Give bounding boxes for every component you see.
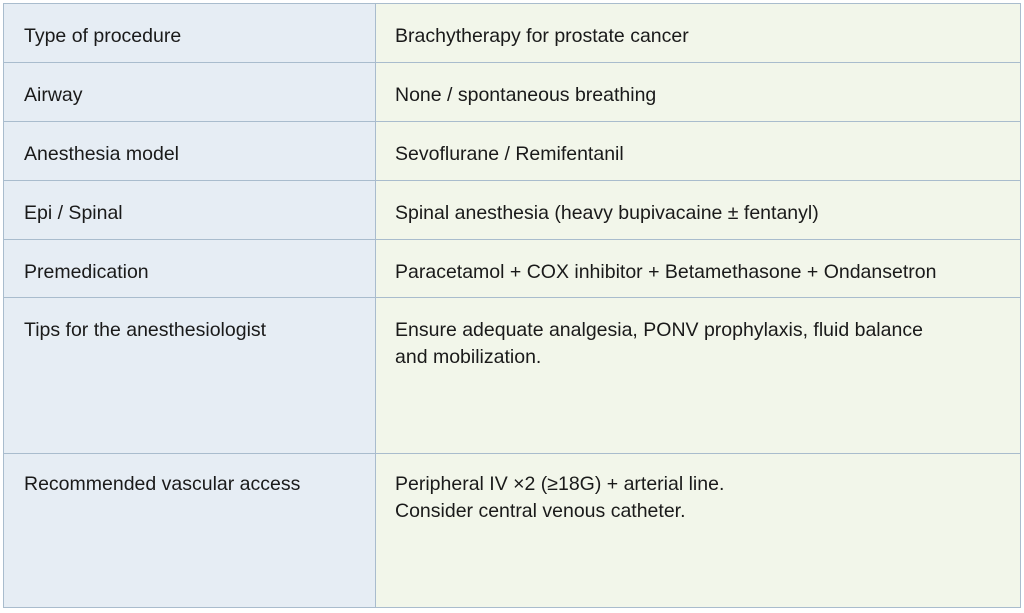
row-label-airway: Airway bbox=[4, 63, 376, 122]
row-label-vascular-access: Recommended vascular access bbox=[4, 454, 376, 607]
value-line: Peripheral IV ×2 (≥18G) + arterial line. bbox=[395, 473, 725, 495]
value-line: Consider central venous catheter. bbox=[395, 500, 686, 522]
row-label-type-of-procedure: Type of procedure bbox=[4, 4, 376, 63]
row-value-tips bbox=[376, 298, 1020, 454]
row-label-tips: Tips for the anesthesiologist bbox=[4, 298, 376, 454]
value-line: Brachytherapy for prostate cancer bbox=[395, 25, 689, 47]
row-value-airway bbox=[376, 63, 1020, 122]
row-value-premedication bbox=[376, 240, 1020, 298]
row-value-type-of-procedure bbox=[376, 4, 1020, 63]
value-line: Paracetamol + COX inhibitor + Betamethasone + Ondansetron bbox=[395, 261, 937, 283]
value-line: Spinal anesthesia (heavy bupivacaine ± fentanyl) bbox=[395, 202, 819, 224]
procedure-info-table bbox=[3, 3, 1021, 608]
row-label-premedication: Premedication bbox=[4, 240, 376, 298]
value-line: None / spontaneous breathing bbox=[395, 84, 657, 106]
row-label-anesthesia-model: Anesthesia model bbox=[4, 122, 376, 181]
row-label-epi-spinal: Epi / Spinal bbox=[4, 181, 376, 240]
value-line: Ensure adequate analgesia, PONV prophylaxis, fluid balance bbox=[395, 319, 923, 341]
row-value-vascular-access bbox=[376, 454, 1020, 607]
value-line: Sevoflurane / Remifentanil bbox=[395, 143, 624, 165]
row-value-anesthesia-model bbox=[376, 122, 1020, 181]
row-value-epi-spinal bbox=[376, 181, 1020, 240]
value-line: and mobilization. bbox=[395, 346, 542, 368]
